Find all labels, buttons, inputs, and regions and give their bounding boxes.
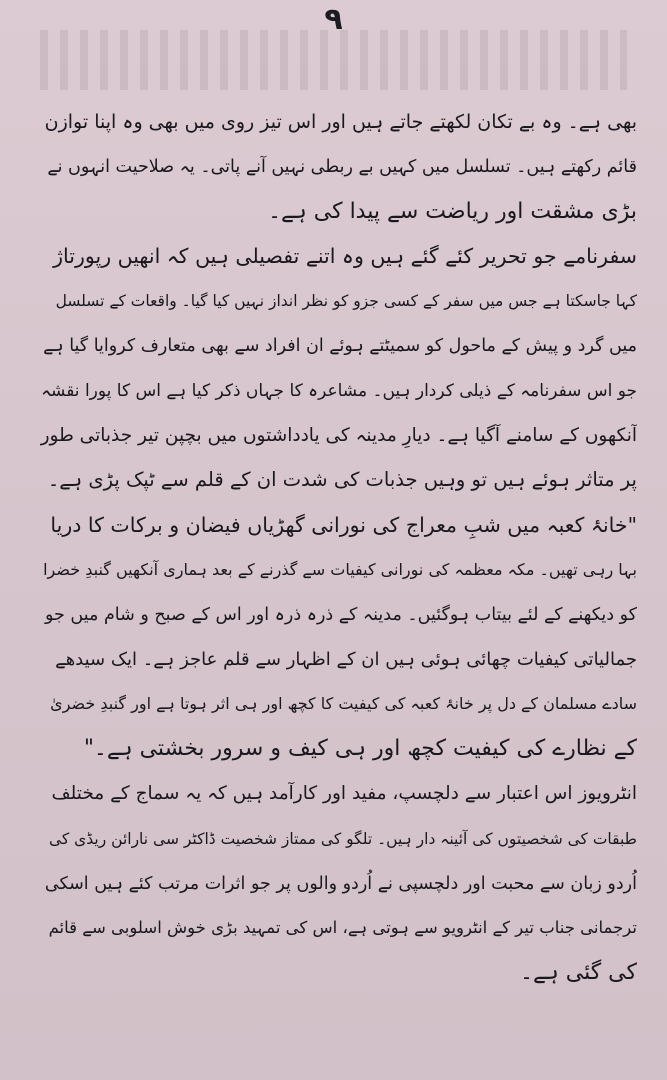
text-line-15: کے نظارے کی کیفیت کچھ اور ہی کیف و سرور بخشتی ہے۔"	[83, 736, 637, 762]
text-line-3: بڑی مشقت اور ریاضت سے پیدا کی ہے۔	[268, 198, 637, 224]
text-line-2: قائم رکھتے ہیں۔ تسلسل میں کہیں بے ربطی نہیں آنے پاتی۔ یہ صلاحیت انہوں نے	[47, 156, 637, 177]
page-number: ۹	[324, 2, 343, 37]
text-line-1: بھی ہے۔ وہ بے تکان لکھتے جاتے ہیں اور اس تیز روی میں بھی وہ اپنا توازن	[44, 111, 637, 133]
text-line-12: کو دیکھنے کے لئے بیتاب ہوگئیں۔ مدینہ کے ذرہ ذرہ اور اس کے صبح و شام میں جو	[45, 604, 637, 625]
text-line-6: میں گرد و پیش کے ماحول کو سمیٹتے ہوئے ان افراد سے بھی متعارف کروایا گیا ہے	[43, 335, 637, 356]
text-line-18: اُردو زبان سے محبت اور دلچسپی نے اُردو والوں پر جو اثرات مرتب کئے ہیں اسکی	[44, 873, 637, 894]
text-line-10: "خانۂ کعبہ میں شبِ معراج کی نورانی گھڑیاں فیضان و برکات کا دریا	[50, 513, 637, 538]
text-line-5: کہا جاسکتا ہے جس میں سفر کے کسی جزو کو نظر انداز نہیں کیا گیا۔ واقعات کے تسلسل	[55, 292, 637, 311]
text-line-7: جو اس سفرنامہ کے ذیلی کردار ہیں۔ مشاعرہ کا جہاں ذکر کیا ہے اس کا پورا نقشہ	[41, 380, 637, 401]
text-line-14: سادے مسلمان کے دل پر خانۂ کعبہ کی کیفیت کا کچھ اور ہی اثر ہوتا ہے اور گنبدِ خضریٰ	[50, 694, 637, 714]
text-line-9: پر متاثر ہوئے ہیں تو وہیں جذبات کی شدت ان کے قلم سے ٹپک پڑی ہے۔	[47, 468, 637, 492]
show-through-text	[40, 30, 627, 90]
text-line-4: سفرنامے جو تحریر کئے گئے ہیں وہ اتنے تفصیلی ہیں کہ انھیں رپورتاژ	[53, 244, 637, 269]
text-line-8: آنکھوں کے سامنے آگیا ہے۔ دیارِ مدینہ کی یادداشتوں میں بچپن تیر جذباتی طور	[40, 424, 637, 446]
text-line-13: جمالیاتی کیفیات چھائی ہوئی ہیں ان کے اظہار سے قلم عاجز ہے۔ ایک سیدھے	[55, 648, 637, 670]
body-text	[40, 100, 637, 996]
text-line-17: طبقات کی شخصیتوں کی آئینہ دار ہیں۔ تلگو کی ممتاز شخصیت ڈاکٹر سی نارائن ریڈی کی	[48, 829, 637, 848]
text-line-11: بہا رہی تھیں۔ مکہ معظمہ کی نورانی کیفیات سے گذرنے کے بعد ہماری آنکھیں گنبدِ خضرا	[43, 559, 637, 579]
text-line-19: ترجمانی جناب تیر کے انٹرویو سے ہوتی ہے، اس کی تمہید بڑی خوش اسلوبی سے قائم	[48, 918, 637, 938]
text-line-16: انٹرویوز اس اعتبار سے دلچسپ، مفید اور کارآمد ہیں کہ یہ سماج کے مختلف	[51, 782, 637, 804]
text-line-20: کی گئی ہے۔	[520, 960, 637, 986]
